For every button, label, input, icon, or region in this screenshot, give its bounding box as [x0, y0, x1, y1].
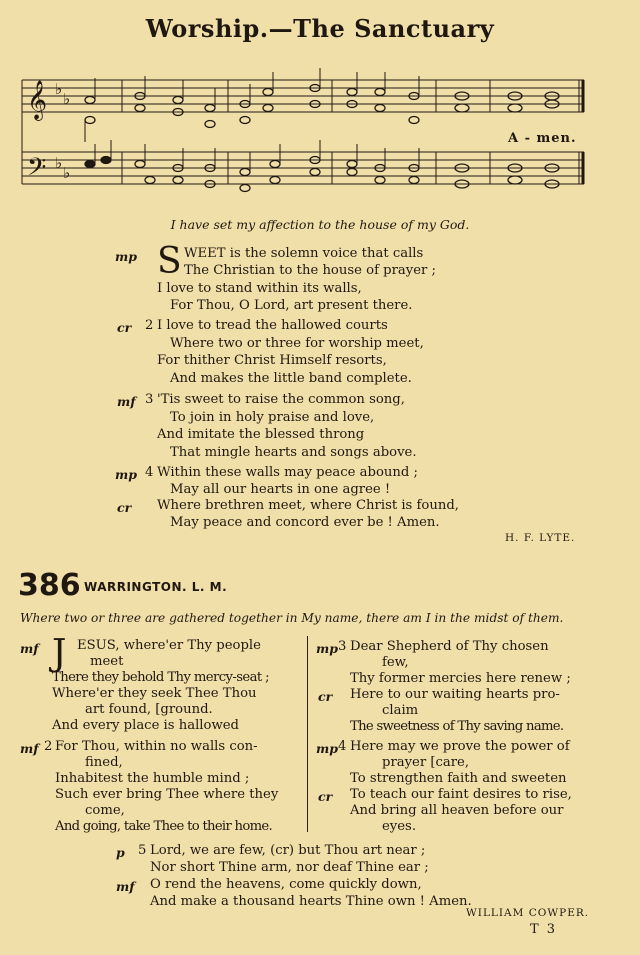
verse-line: come, — [85, 803, 125, 818]
dynamic-mark: mf — [20, 641, 39, 656]
svg-text:♭: ♭ — [63, 90, 71, 108]
verse-number: 2 — [44, 739, 53, 754]
verse-line: And every place is hallowed — [52, 718, 240, 733]
svg-text:𝄞: 𝄞 — [27, 80, 48, 120]
hymn2-author: WILLIAM COWPER. — [466, 907, 590, 919]
hymn-number: 386 — [18, 568, 81, 603]
svg-text:♭: ♭ — [55, 154, 63, 172]
verse-line: And bring all heaven before our — [350, 803, 564, 818]
verse-line: Within these walls may peace abound ; — [157, 465, 418, 480]
page-title: Worship.—The Sanctuary — [145, 14, 495, 43]
verse-line: Nor short Thine arm, nor deaf Thine ear ; — [150, 860, 429, 875]
verse-line: Where brethren meet, where Christ is found, — [157, 498, 459, 513]
verse-line: Here may we prove the power of — [350, 739, 570, 754]
column-divider — [307, 636, 308, 832]
verse-line: art found, [ground. — [85, 702, 213, 717]
verse-line: And imitate the blessed throng — [157, 427, 365, 442]
dynamic-mark: mp — [316, 641, 338, 656]
verse-line: Here to our waiting hearts pro- — [350, 687, 560, 702]
verse-line: Lord, we are few, (cr) but Thou art near ; — [150, 843, 426, 858]
verse-line: The Christian to the house of prayer ; — [184, 263, 436, 278]
amen-label: A - men. — [508, 131, 577, 146]
dynamic-mark: mp — [115, 467, 137, 482]
hymn1-epigraph: I have set my affection to the house of my God. — [170, 217, 470, 232]
drop-cap: J — [52, 633, 67, 674]
verse-line: O rend the heavens, come quickly down, — [150, 877, 422, 892]
verse-line: prayer [care, — [382, 755, 470, 770]
verse-line: To join in holy praise and love, — [170, 410, 375, 425]
verse-line: ESUS, where'er Thy people — [77, 638, 261, 653]
verse-line: Thy former mercies here renew ; — [350, 671, 571, 686]
verse-line: meet — [90, 654, 124, 669]
verse-line: I love to tread the hallowed courts — [157, 318, 388, 333]
verse-line: And makes the little band complete. — [170, 371, 412, 386]
drop-cap: S — [157, 241, 182, 282]
verse-line: For Thou, within no walls con- — [55, 739, 258, 754]
svg-text:♭: ♭ — [63, 164, 71, 182]
dynamic-mark: mp — [115, 249, 137, 264]
verse-line: I love to stand within its walls, — [157, 281, 362, 296]
verse-line: WEET is the solemn voice that calls — [184, 246, 424, 261]
dynamic-mark: p — [116, 845, 125, 860]
verse-line: For Thou, O Lord, art present there. — [170, 298, 413, 313]
verse-line: 'Tis sweet to raise the common song, — [157, 392, 405, 407]
verse-line: few, — [382, 655, 409, 670]
dynamic-mark: cr — [117, 500, 132, 515]
dynamic-mark: mf — [116, 879, 135, 894]
verse-number: 3 — [145, 392, 154, 407]
verse-line: Inhabitest the humble mind ; — [55, 771, 250, 786]
signature-mark: T 3 — [530, 922, 558, 937]
dynamic-mark: mf — [20, 741, 39, 756]
verse-line: That mingle hearts and songs above. — [170, 445, 417, 460]
verse-line: There they behold Thy mercy-seat ; — [52, 670, 269, 685]
verse-line: And make a thousand hearts Thine own ! Amen. — [150, 894, 472, 909]
verse-line: Where two or three for worship meet, — [170, 336, 424, 351]
verse-number: 5 — [138, 843, 147, 858]
dynamic-mark: cr — [117, 320, 132, 335]
dynamic-mark: mp — [316, 741, 338, 756]
verse-line: May peace and concord ever be ! Amen. — [170, 515, 440, 530]
verse-line: May all our hearts in one agree ! — [170, 482, 391, 497]
verse-line: Where'er they seek Thee Thou — [52, 686, 257, 701]
svg-text:𝄢: 𝄢 — [27, 153, 47, 188]
verse-line: For thither Christ Himself resorts, — [157, 353, 387, 368]
dynamic-mark: mf — [117, 394, 136, 409]
verse-line: And going, take Thee to their home. — [55, 819, 272, 834]
dynamic-mark: cr — [318, 789, 333, 804]
verse-number: 2 — [145, 318, 154, 333]
svg-text:♭: ♭ — [55, 80, 63, 98]
verse-line: To strengthen faith and sweeten — [350, 771, 567, 786]
verse-line: Such ever bring Thee where they — [55, 787, 279, 802]
verse-number: 4 — [338, 739, 347, 754]
hymn2-epigraph: Where two or three are gathered together in My name, there am I in the midst of them. — [20, 611, 564, 625]
verse-line: claim — [382, 703, 419, 718]
verse-line: eyes. — [382, 819, 417, 834]
verse-line: Dear Shepherd of Thy chosen — [350, 639, 549, 654]
hymn1-author: H. F. LYTE. — [505, 532, 576, 544]
dynamic-mark: cr — [318, 689, 333, 704]
verse-line: To teach our faint desires to rise, — [350, 787, 572, 802]
verse-number: 3 — [338, 639, 347, 654]
verse-number: 4 — [145, 465, 154, 480]
verse-line: The sweetness of Thy saving name. — [350, 719, 564, 734]
verse-line: fined, — [85, 755, 123, 770]
tune-name: WARRINGTON. L. M. — [84, 580, 228, 594]
